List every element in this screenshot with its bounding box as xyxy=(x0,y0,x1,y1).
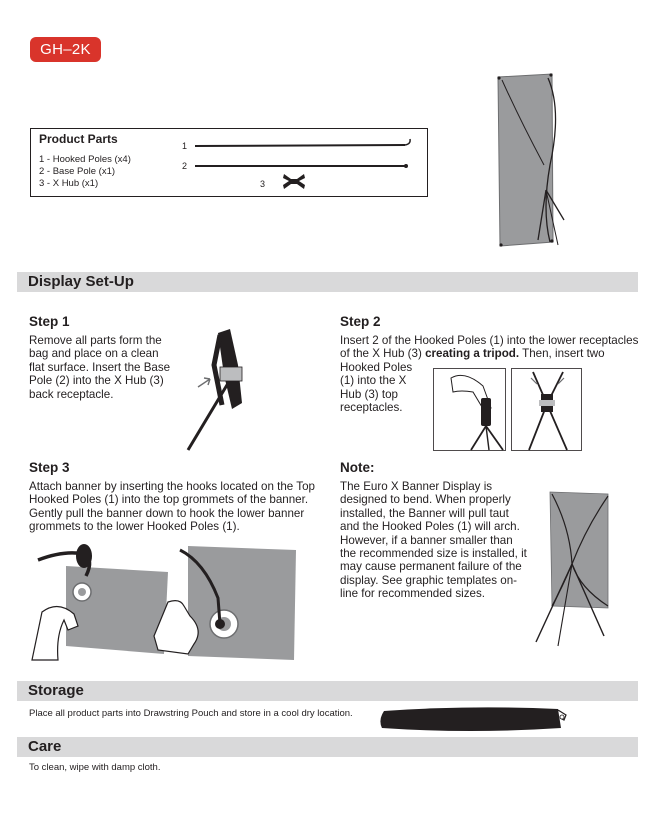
callout-1: 1 xyxy=(182,141,188,151)
x-hub-drawing xyxy=(283,174,305,189)
storage-section-bar xyxy=(17,681,638,701)
product-parts-title: Product Parts xyxy=(39,132,118,146)
base-pole-drawing xyxy=(195,164,408,168)
parts-item-x-hub: 3 - X Hub (x1) xyxy=(39,178,99,189)
step3-text: Attach banner by inserting the hooks located on the Top Hooked Poles (1) into the top grommets of the banner. Gently pull the banner down to hook the lower banner grommets to the lower Hooked Poles (1). xyxy=(29,480,315,534)
step1-title: Step 1 xyxy=(29,314,70,329)
setup-section-title: Display Set-Up xyxy=(28,273,134,290)
step3-illustration xyxy=(28,540,328,670)
assembled-display-illustration xyxy=(490,70,570,260)
note-text: The Euro X Banner Display is designed to bend. When properly installed, the Banner will pull taut and the Hooked Poles (1) will arch. However, if a banner smaller than the recommended size is installed, it may cause permanent failure of the display. See graphic templates on- line for recommended sizes. xyxy=(340,480,527,601)
parts-item-base-pole: 2 - Base Pole (x1) xyxy=(39,166,116,177)
care-section-bar xyxy=(17,737,638,757)
note-display-illustration xyxy=(528,488,618,648)
storage-section-title: Storage xyxy=(28,682,84,699)
drawstring-pouch-illustration xyxy=(380,706,570,734)
callout-3: 3 xyxy=(260,179,266,189)
note-title: Note: xyxy=(340,460,375,475)
step3-title: Step 3 xyxy=(29,460,70,475)
step2-tripod-illustration xyxy=(433,368,583,452)
step2-text: Insert 2 of the Hooked Poles (1) into the lower receptacles of the X Hub (3) creating a tripod. Then, insert two Hooked Poles (1) into the X Hub (3) top receptacles. xyxy=(340,334,639,415)
care-section-title: Care xyxy=(28,738,62,755)
hooked-pole-drawing xyxy=(195,139,410,146)
model-badge: GH–2K xyxy=(30,37,101,62)
step2-bold-text: creating a tripod. xyxy=(425,347,520,361)
step1-illustration xyxy=(180,325,260,455)
care-text: To clean, wipe with damp cloth. xyxy=(29,762,161,773)
step2-title: Step 2 xyxy=(340,314,381,329)
setup-section-bar xyxy=(17,272,638,292)
callout-2: 2 xyxy=(182,161,188,171)
parts-item-hooked-poles: 1 - Hooked Poles (x4) xyxy=(39,154,131,165)
storage-text: Place all product parts into Drawstring Pouch and store in a cool dry location. xyxy=(29,708,353,719)
step1-text: Remove all parts form the bag and place on a clean flat surface. Insert the Base Pole (2) into the X Hub (3) back receptacle. xyxy=(29,334,171,401)
